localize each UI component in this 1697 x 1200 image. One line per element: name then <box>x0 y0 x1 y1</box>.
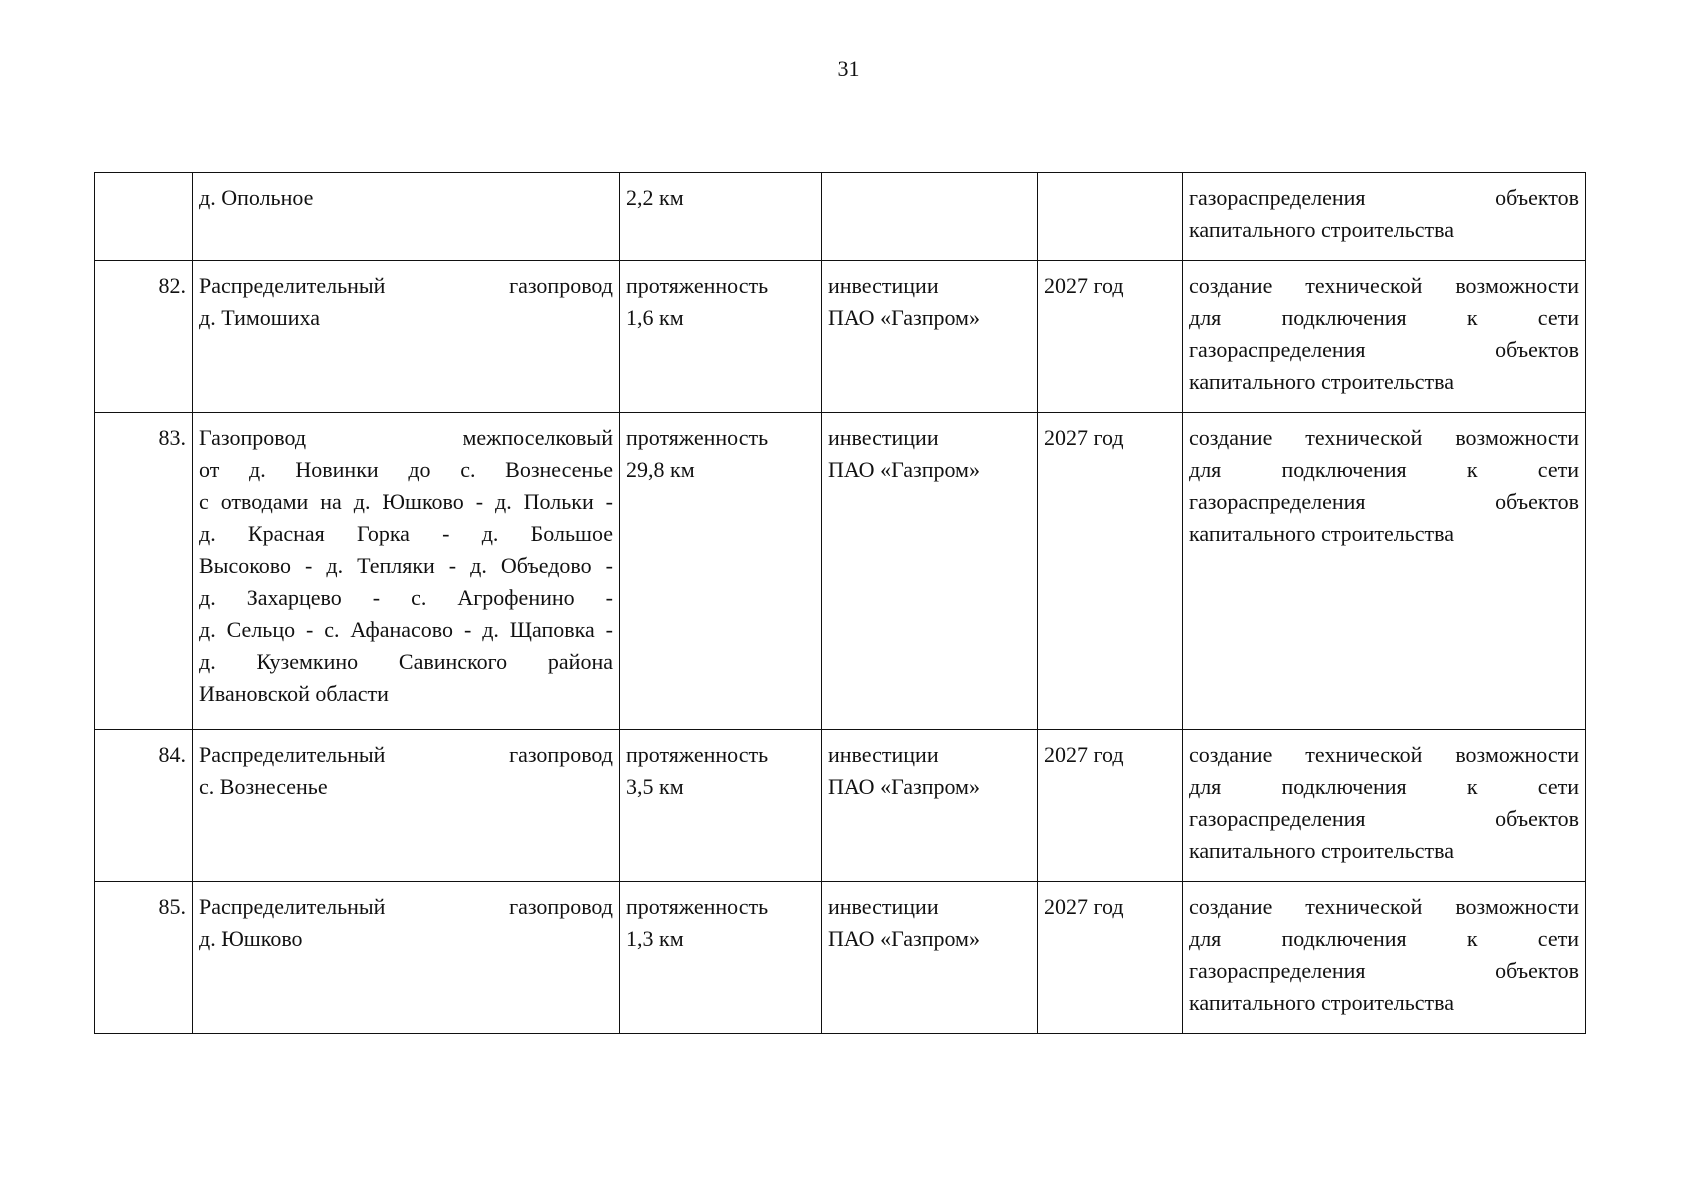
cell-text-line: Распределительный газопровод <box>199 894 613 919</box>
funding-source-cell <box>822 730 1038 882</box>
page-number: 31 <box>837 56 860 81</box>
cell-text-line: протяженность <box>626 894 769 919</box>
purpose-cell <box>1183 882 1586 1034</box>
object-name-cell <box>193 261 620 413</box>
cell-text-line: для подключения к сети <box>1189 305 1579 330</box>
funding-source-cell <box>822 413 1038 730</box>
cell-text-line: капитального строительства <box>1189 521 1455 546</box>
object-name-cell <box>193 730 620 882</box>
row-number-cell <box>95 173 193 261</box>
cell-text-line: создание технической возможности <box>1189 742 1579 767</box>
cell-text-line: 29,8 км <box>626 457 695 482</box>
cell-text-line: газораспределения объектов <box>1189 958 1579 983</box>
row-number-cell: 84. <box>95 730 193 882</box>
cell-text-line: Высоково - д. Тепляки - д. Объедово - <box>199 553 613 578</box>
cell-text-line: д. Сельцо - с. Афанасово - д. Щаповка - <box>199 617 613 642</box>
row-number-cell: 82. <box>95 261 193 413</box>
cell-text-line: ПАО «Газпром» <box>828 457 980 482</box>
row-number-cell: 85. <box>95 882 193 1034</box>
cell-text-line: инвестиции <box>828 894 939 919</box>
table-row <box>95 882 1586 1034</box>
cell-text-line: Распределительный газопровод <box>199 273 613 298</box>
cell-text-line: газораспределения объектов <box>1189 337 1579 362</box>
cell-text-line: для подключения к сети <box>1189 457 1579 482</box>
cell-text-line: д. Захарцево - с. Агрофенино - <box>199 585 613 610</box>
cell-text-line: инвестиции <box>828 273 939 298</box>
cell-text-line: д. Красная Горка - д. Большое <box>199 521 613 546</box>
object-name-cell <box>193 882 620 1034</box>
cell-text-line: Распределительный газопровод <box>199 742 613 767</box>
cell-text-line: от д. Новинки до с. Вознесенье <box>199 457 613 482</box>
cell-text-line: капитального строительства <box>1189 838 1455 863</box>
cell-text-line: Ивановской области <box>199 681 389 706</box>
table-row <box>95 261 1586 413</box>
cell-text-line: капитального строительства <box>1189 369 1455 394</box>
cell-text-line: 3,5 км <box>626 774 684 799</box>
cell-text-line: протяженность <box>626 425 769 450</box>
cell-text-line: ПАО «Газпром» <box>828 774 980 799</box>
purpose-cell <box>1183 730 1586 882</box>
cell-text-line: 1,6 км <box>626 305 684 330</box>
table-row <box>95 730 1586 882</box>
cell-text-line: создание технической возможности <box>1189 273 1579 298</box>
funding-source-cell <box>822 173 1038 261</box>
purpose-cell <box>1183 413 1586 730</box>
cell-text-line: д. Куземкино Савинского района <box>199 649 613 674</box>
deadline-cell: 2027 год <box>1038 261 1183 413</box>
cell-text-line: Газопровод межпоселковый <box>199 425 613 450</box>
cell-text-line: 1,3 км <box>626 926 684 951</box>
cell-text-line: ПАО «Газпром» <box>828 305 980 330</box>
cell-text-line: с. Вознесенье <box>199 774 328 799</box>
cell-text-line: протяженность <box>626 273 769 298</box>
cell-text-line: капитального строительства <box>1189 990 1455 1015</box>
deadline-cell: 2027 год <box>1038 882 1183 1034</box>
object-name-cell <box>193 413 620 730</box>
cell-text-line: инвестиции <box>828 425 939 450</box>
cell-text-line: протяженность <box>626 742 769 767</box>
purpose-cell <box>1183 173 1586 261</box>
table-row <box>95 413 1586 730</box>
gas-pipeline-table <box>94 172 1586 1034</box>
object-name-cell <box>193 173 620 261</box>
parameters-cell <box>620 730 822 882</box>
deadline-cell: 2027 год <box>1038 730 1183 882</box>
cell-text-line: д. Опольное <box>199 185 314 210</box>
cell-text-line: газораспределения объектов <box>1189 185 1579 210</box>
cell-text-line: создание технической возможности <box>1189 894 1579 919</box>
cell-text-line: капитального строительства <box>1189 217 1455 242</box>
row-number-cell: 83. <box>95 413 193 730</box>
cell-text-line: 2,2 км <box>626 185 684 210</box>
cell-text-line: д. Юшково <box>199 926 303 951</box>
cell-text-line: инвестиции <box>828 742 939 767</box>
parameters-cell <box>620 413 822 730</box>
table-row <box>95 173 1586 261</box>
cell-text-line: для подключения к сети <box>1189 774 1579 799</box>
parameters-cell <box>620 882 822 1034</box>
parameters-cell <box>620 173 822 261</box>
table-body <box>95 173 1586 1034</box>
deadline-cell: 2027 год <box>1038 413 1183 730</box>
cell-text-line: д. Тимошиха <box>199 305 320 330</box>
funding-source-cell <box>822 882 1038 1034</box>
parameters-cell <box>620 261 822 413</box>
cell-text-line: газораспределения объектов <box>1189 806 1579 831</box>
cell-text-line: создание технической возможности <box>1189 425 1579 450</box>
purpose-cell <box>1183 261 1586 413</box>
cell-text-line: ПАО «Газпром» <box>828 926 980 951</box>
cell-text-line: газораспределения объектов <box>1189 489 1579 514</box>
funding-source-cell <box>822 261 1038 413</box>
cell-text-line: с отводами на д. Юшково - д. Польки - <box>199 489 613 514</box>
deadline-cell <box>1038 173 1183 261</box>
cell-text-line: для подключения к сети <box>1189 926 1579 951</box>
